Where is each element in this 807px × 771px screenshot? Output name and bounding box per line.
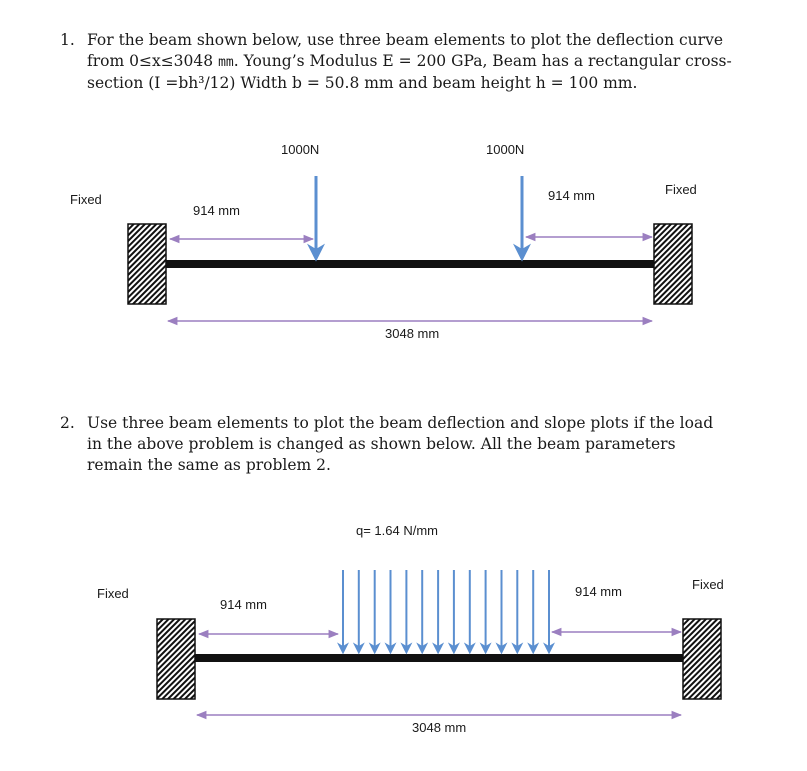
right-fixed-label: Fixed bbox=[665, 182, 697, 197]
problem-2-line-3: remain the same as problem 2. bbox=[87, 456, 331, 474]
left-fixed-label: Fixed bbox=[70, 192, 102, 207]
beam bbox=[166, 260, 654, 268]
right-fixed-support bbox=[654, 224, 692, 304]
right-dimension-label: 914 mm bbox=[548, 188, 595, 203]
problem-2-number: 2. bbox=[60, 414, 75, 432]
right-dimension-label-2: 914 mm bbox=[575, 584, 622, 599]
right-fixed-label-2: Fixed bbox=[692, 577, 724, 592]
diagram-1 bbox=[70, 142, 697, 341]
diagram-2 bbox=[97, 523, 724, 735]
load-1-label: 1000N bbox=[281, 142, 320, 157]
right-fixed-support-2 bbox=[683, 619, 721, 699]
beam-2 bbox=[195, 654, 683, 662]
problem-1-range: from 0≤x≤3048 bbox=[87, 52, 214, 70]
problem-1-number: 1. bbox=[60, 31, 75, 49]
distributed-load-arrows bbox=[343, 570, 549, 652]
load-2-label: 1000N bbox=[486, 142, 525, 157]
problem-2-line-2: in the above problem is changed as shown below. All the beam parameters bbox=[87, 435, 676, 453]
total-length-label-2: 3048 mm bbox=[412, 720, 467, 735]
problem-2-line-1: Use three beam elements to plot the beam deflection and slope plots if the load bbox=[87, 414, 714, 432]
total-length-label: 3048 mm bbox=[385, 326, 440, 341]
problem-1-line-1: For the beam shown below, use three beam elements to plot the deflection curve bbox=[87, 31, 723, 49]
problem-1-line-3: section (I =bh³/12) Width b = 50.8 mm and beam height h = 100 mm. bbox=[87, 74, 638, 92]
left-fixed-support-2 bbox=[157, 619, 195, 699]
problem-1-range-unit: mm bbox=[218, 55, 234, 70]
left-fixed-support bbox=[128, 224, 166, 304]
distributed-load-label: q= 1.64 N/mm bbox=[356, 523, 439, 538]
left-fixed-label-2: Fixed bbox=[97, 586, 129, 601]
problem-1-modulus: . Young’s Modulus E = 200 GPa, Beam has a rectangular cross- bbox=[233, 52, 732, 70]
left-dimension-label-2: 914 mm bbox=[220, 597, 267, 612]
left-dimension-label: 914 mm bbox=[193, 203, 240, 218]
